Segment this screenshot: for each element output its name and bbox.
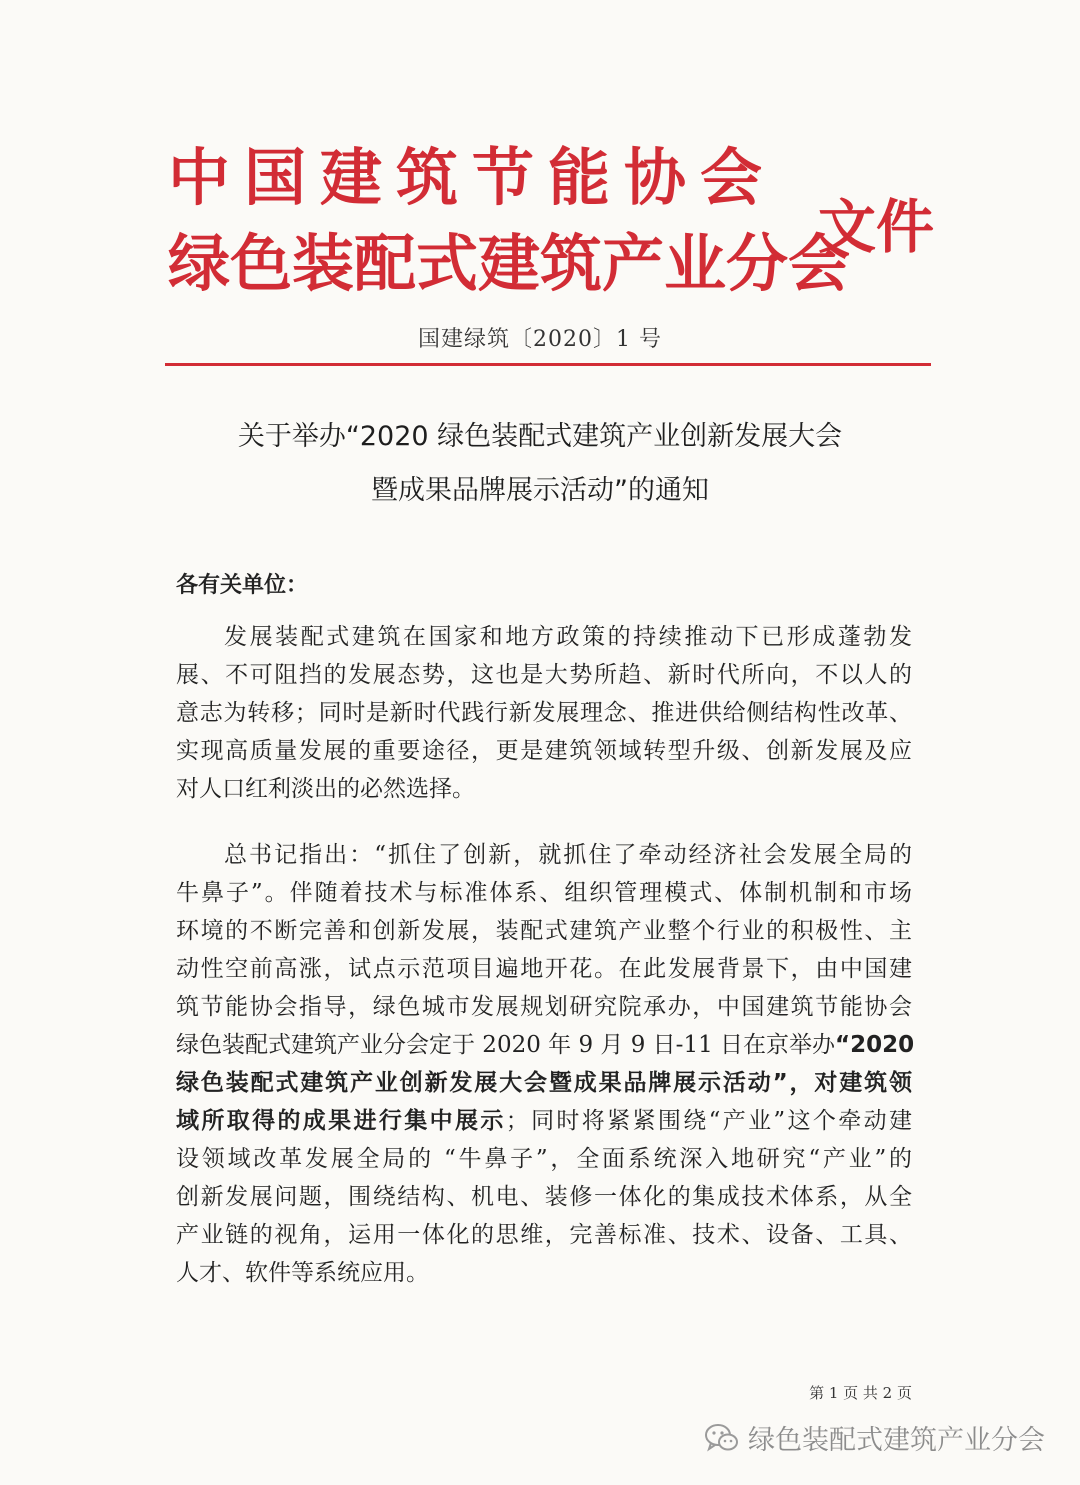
event-purpose-bold: 域所取得的成果进行集中展示	[176, 1108, 506, 1134]
paragraph-2	[176, 836, 915, 1292]
paragraph-line: 发展装配式建筑在国家和地方政策的持续推动下已形成蓬勃发	[224, 624, 912, 650]
paragraph-line: 实现高质量发展的重要途径，更是建筑领域转型升级、创新发展及应	[176, 738, 912, 764]
paragraph-line: 人才、软件等系统应用。	[176, 1260, 429, 1286]
letterhead-org-line1: 中国建筑节能协会	[168, 141, 777, 214]
wechat-watermark	[704, 1418, 1045, 1457]
paragraph-line-mixed	[176, 1102, 912, 1140]
paragraph-line: 展、不可阻挡的发展态势，这也是大势所趋、新时代所向，不以人的	[176, 662, 912, 688]
page-number: 第 1 页 共 2 页	[809, 1384, 912, 1402]
event-date-text: 绿色装配式建筑产业分会定于 2020 年 9 月 9 日-11 日在京举办	[176, 1032, 836, 1058]
paragraph-line: 筑节能协会指导，绿色城市发展规划研究院承办，中国建筑节能协会	[176, 994, 912, 1020]
paragraph-line: 设领域改革发展全局的 “牛鼻子”，全面系统深入地研究“产业”的	[176, 1146, 912, 1172]
event-name-bold: 绿色装配式建筑产业创新发展大会暨成果品牌展示活动”，对建筑领	[176, 1070, 912, 1096]
letterhead-org-line2: 绿色装配式建筑产业分会	[168, 227, 851, 300]
paragraph-1	[176, 618, 912, 808]
document-number: 国建绿筑〔2020〕1 号	[418, 327, 662, 352]
paragraph-line: 动性空前高涨，试点示范项目遍地开花。在此发展背景下，由中国建	[176, 956, 912, 982]
paragraph-line: 总书记指出：“抓住了创新，就抓住了牵动经济社会发展全局的	[224, 842, 912, 868]
wechat-icon	[704, 1422, 740, 1454]
paragraph-line: 意志为转移；同时是新时代践行新发展理念、推进供给侧结构性改革、	[176, 700, 912, 726]
watermark-text: 绿色装配式建筑产业分会	[748, 1425, 1045, 1456]
salutation: 各有关单位：	[176, 573, 309, 598]
paragraph-line: 牛鼻子”。伴随着技术与标准体系、组织管理模式、体制机制和市场	[176, 880, 912, 906]
letterhead-suffix: 文件	[818, 193, 935, 261]
event-purpose-text: ；同时将紧紧围绕“产业”这个牵动建	[505, 1108, 912, 1134]
notice-title-line1: 关于举办“2020 绿色装配式建筑产业创新发展大会	[237, 421, 843, 452]
paragraph-line: 对人口红利淡出的必然选择。	[176, 776, 475, 802]
paragraph-line-mixed	[176, 1026, 915, 1064]
paragraph-line: 产业链的视角，运用一体化的思维，完善标准、技术、设备、工具、	[176, 1222, 912, 1248]
red-divider	[165, 363, 931, 366]
notice-title-line2: 暨成果品牌展示活动”的通知	[371, 475, 709, 506]
event-name-bold-start: “2020	[835, 1032, 915, 1058]
paragraph-line: 环境的不断完善和创新发展，装配式建筑产业整个行业的积极性、主	[176, 918, 912, 944]
paragraph-line: 创新发展问题，围绕结构、机电、装修一体化的集成技术体系，从全	[176, 1184, 912, 1210]
